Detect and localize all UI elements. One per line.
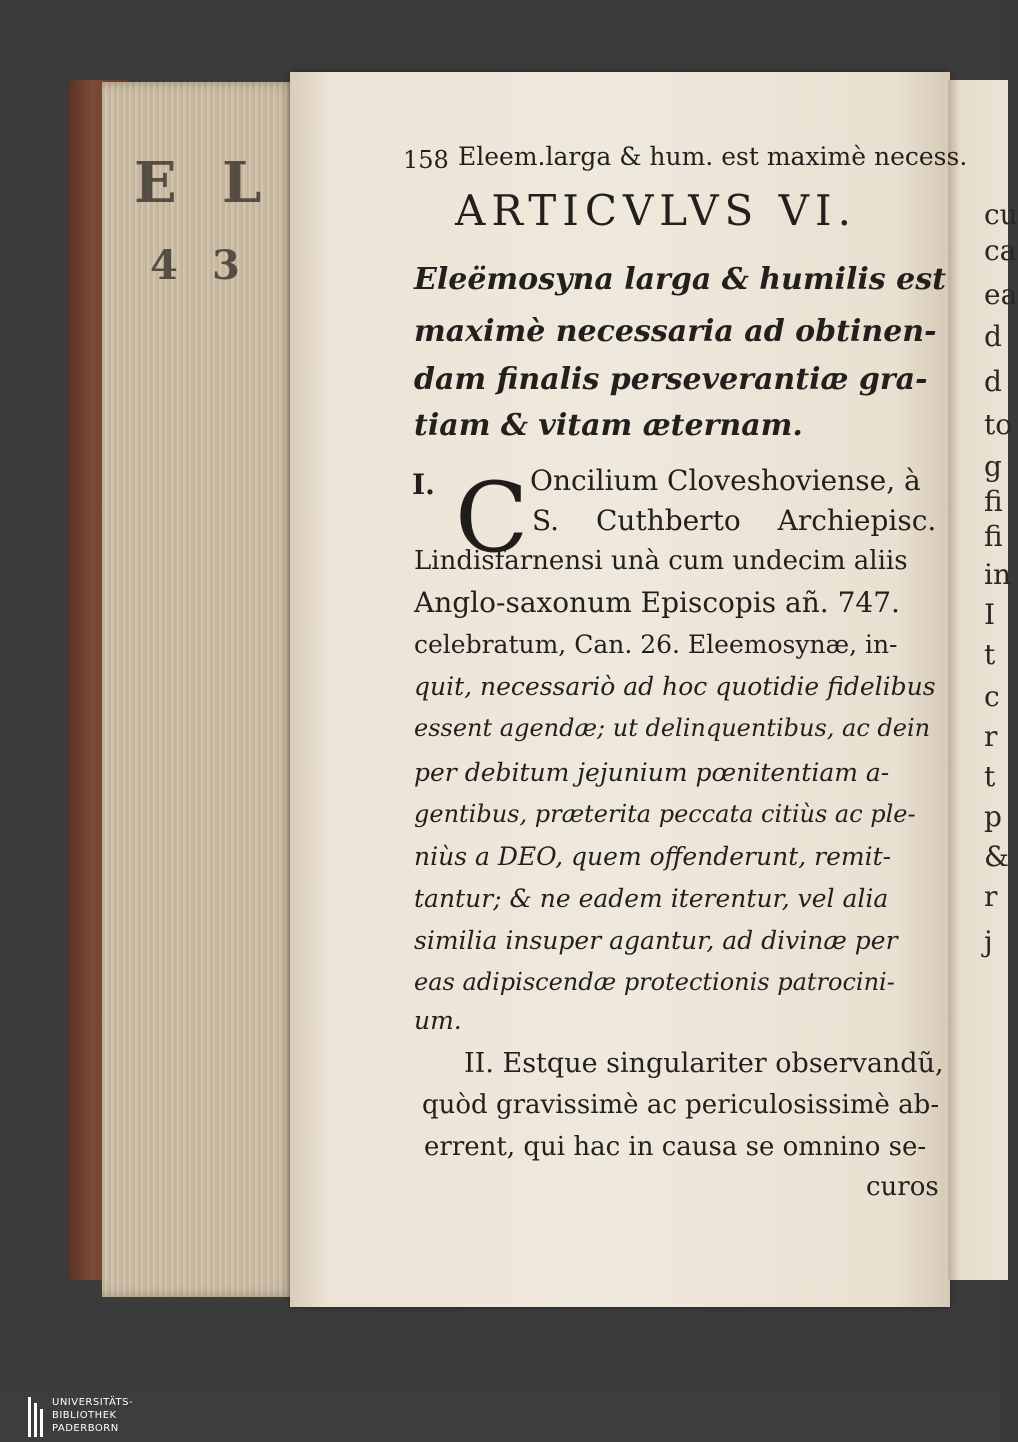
body-line: celebratum, Can. 26. Eleemosynæ, in-: [414, 630, 898, 659]
body-line: Lindisfarnensi unà cum undecim aliis: [414, 546, 908, 576]
library-name-line: PADERBORN: [52, 1423, 119, 1434]
body-line: quit, necessariò ad hoc quotidie fidelibus: [414, 672, 936, 701]
library-name-line: BIBLIOTHEK: [52, 1410, 117, 1421]
body-line: eas adipiscendæ protectionis patrocini-: [414, 968, 895, 996]
facing-fragment: d: [984, 320, 1002, 353]
edge-mark: 3: [212, 242, 240, 289]
library-name-line: UNIVERSITÄTS-: [52, 1397, 134, 1408]
initial-letter: C: [455, 462, 529, 574]
body-line: Anglo-saxonum Episcopis añ. 747.: [414, 586, 900, 619]
facing-fragment: ea: [984, 278, 1018, 311]
footer-bar: [0, 1392, 1000, 1442]
facing-fragment: t: [984, 760, 996, 793]
facing-fragment: to: [984, 408, 1013, 441]
facing-fragment: &: [984, 840, 1009, 873]
body-line: quòd gravissimè ac periculosissimè ab-: [422, 1090, 940, 1120]
edge-mark: 4: [150, 242, 178, 289]
facing-fragment: I: [984, 598, 996, 631]
paragraph-marker: I.: [412, 468, 435, 501]
body-line: similia insuper agantur, ad divinæ per: [414, 926, 898, 955]
body-line: Oncilium Cloveshoviense, à: [530, 464, 921, 497]
body-line: tantur; & ne eadem iterentur, vel alia: [414, 884, 889, 913]
library-logo-icon: [28, 1397, 44, 1437]
facing-fragment: p: [984, 800, 1002, 833]
body-line: niùs a DEO, quem offenderunt, remit-: [414, 842, 892, 871]
body-line: gentibus, præterita peccata citiùs ac ple-: [414, 800, 916, 828]
body-line: per debitum jejunium pœnitentiam a-: [414, 758, 890, 787]
body-line: S. Cuthberto Archiepisc.: [532, 504, 937, 537]
body-line: II. Estque singulariter observandũ,: [464, 1048, 944, 1079]
facing-fragment: d: [984, 365, 1002, 398]
facing-fragment: fi: [984, 520, 1003, 553]
facing-fragment: r: [984, 720, 998, 753]
edge-mark: L: [222, 150, 262, 216]
page-number: 158: [403, 146, 449, 174]
subtitle-line: dam finalis perseverantiæ gra-: [414, 362, 928, 397]
body-line: essent agendæ; ut delinquentibus, ac dein: [414, 714, 931, 742]
body-line: um.: [414, 1006, 462, 1035]
facing-page: [948, 80, 1018, 1280]
facing-fragment: in: [984, 558, 1011, 591]
facing-fragment: c: [984, 680, 1000, 713]
facing-fragment: ca: [984, 234, 1017, 267]
facing-fragment: g: [984, 450, 1002, 483]
facing-fragment: j: [984, 925, 993, 958]
running-title: Eleem.larga & hum. est maximè necess.: [458, 142, 968, 171]
subtitle-line: maximè necessaria ad obtinen-: [414, 314, 937, 349]
article-heading: ARTICVLVS VI.: [455, 186, 857, 235]
catchword: curos: [866, 1172, 939, 1202]
subtitle-line: Eleëmosyna larga & humilis est: [414, 262, 946, 297]
facing-fragment: fi: [984, 485, 1003, 518]
facing-fragment: cu: [984, 198, 1018, 231]
page-edges: [102, 82, 297, 1297]
body-line: errent, qui hac in causa se omnino se-: [424, 1132, 927, 1162]
subtitle-line: tiam & vitam æternam.: [414, 408, 803, 443]
facing-fragment: t: [984, 638, 996, 671]
edge-mark: E: [134, 150, 177, 216]
facing-fragment: r: [984, 880, 998, 913]
